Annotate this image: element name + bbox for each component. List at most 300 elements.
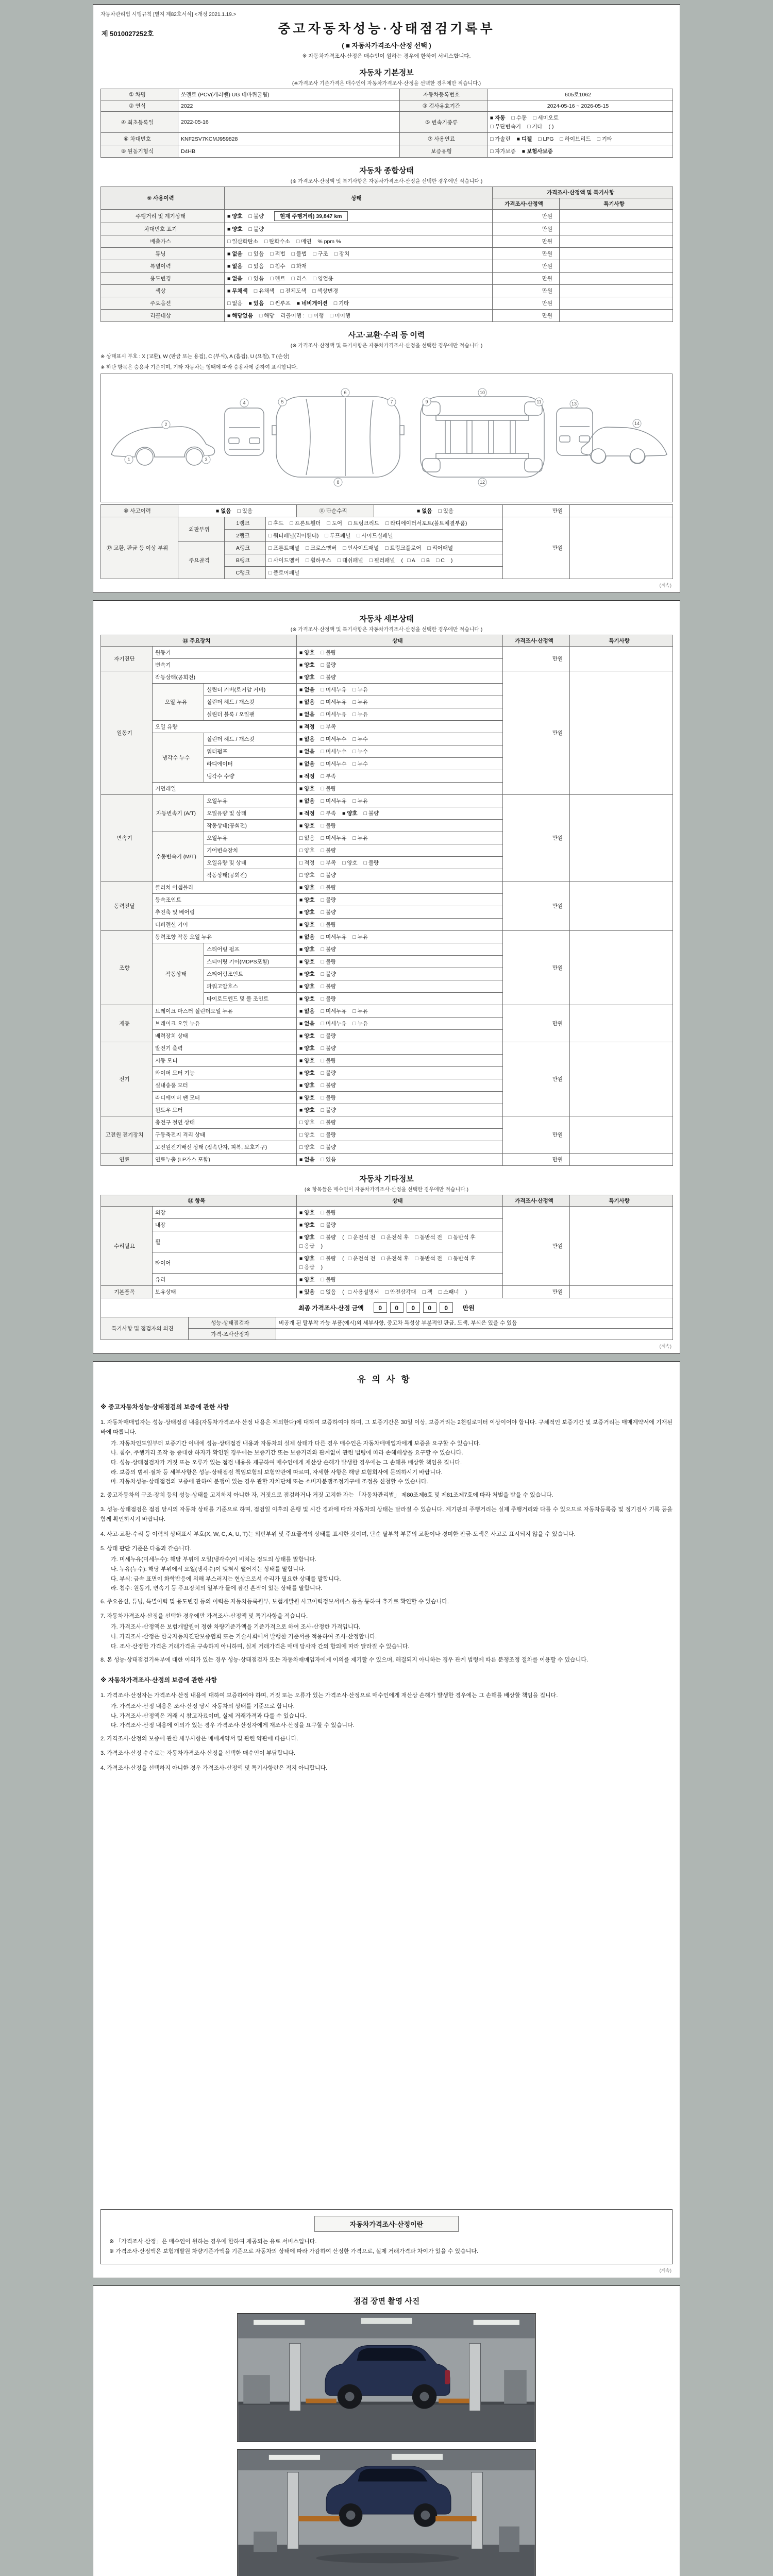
- cell: [493, 210, 560, 223]
- checkbox-있음[interactable]: □ 있음: [438, 508, 454, 514]
- checkbox-무단변속기[interactable]: □ 무단변속기: [490, 124, 521, 130]
- checkbox-누유[interactable]: □ 누유: [352, 835, 368, 841]
- checkbox-전체도색[interactable]: □ 전체도색: [280, 288, 307, 294]
- checkbox-탄화수소[interactable]: □ 탄화수소: [264, 239, 290, 245]
- notice-subitem: 가. 미세누유(미세누수): 해당 부위에 오일(냉각수)이 비치는 정도의 상태를 말합니다.: [111, 1556, 316, 1563]
- checkbox-인사이드패널[interactable]: □ 인사이드패널: [342, 545, 379, 551]
- checkbox-불량[interactable]: □ 불량: [321, 650, 337, 656]
- cell-text: 보증유형: [431, 148, 452, 155]
- cell: [266, 542, 503, 554]
- cell: [493, 223, 560, 235]
- checkbox-기타[interactable]: □ 기타: [333, 300, 349, 307]
- checkbox-불량[interactable]: □ 불량: [321, 946, 337, 953]
- checkbox-불량[interactable]: □ 불량: [321, 984, 337, 990]
- diagram-marker-5: [278, 398, 287, 406]
- overall-condition-table: [100, 187, 673, 322]
- checkbox-리스[interactable]: □ 리스: [291, 276, 307, 282]
- cell-text: 시동 모터: [155, 1058, 178, 1064]
- cell-text: 가격조사·산정액 및 특기사항: [546, 190, 615, 196]
- checkbox-없음[interactable]: □ 없음: [227, 300, 243, 307]
- cell: [204, 807, 297, 820]
- checkbox-없음[interactable]: ■ 없음: [299, 1008, 315, 1014]
- checkbox-부족[interactable]: □ 부족: [321, 810, 337, 817]
- checkbox-안전삼각대[interactable]: □ 안전삼각대: [385, 1289, 416, 1295]
- cell: [101, 187, 225, 210]
- cell: [101, 1042, 153, 1116]
- diagram-marker-1: [125, 455, 133, 464]
- checkbox-양호[interactable]: ■ 양호: [299, 662, 315, 668]
- cell: [493, 273, 560, 285]
- checkbox-없음[interactable]: ■ 없음: [416, 508, 432, 514]
- checkbox-미세누유[interactable]: □ 미세누유: [321, 711, 347, 718]
- checkbox-미세누유[interactable]: □ 미세누유: [321, 1008, 347, 1014]
- checkbox-응급[interactable]: □ 응급: [299, 1243, 315, 1249]
- checkbox-불량[interactable]: □ 불량: [321, 1070, 337, 1076]
- cell-text: 만원: [552, 903, 563, 909]
- cell: [266, 517, 503, 530]
- cell: [204, 820, 297, 832]
- price-definition-line: ※ 「가격조사·산정」은 매수인이 원하는 경우에 한하여 제공되는 유료 서비스입니다.: [109, 2238, 317, 2245]
- checkbox-부족[interactable]: □ 부족: [321, 724, 337, 730]
- checkbox-미세누유[interactable]: □ 미세누유: [321, 798, 347, 804]
- checkbox-불량[interactable]: □ 불량: [321, 872, 337, 878]
- cell: [560, 235, 673, 248]
- checkbox-있음[interactable]: □ 있음: [248, 251, 264, 257]
- checkbox-프론트패널[interactable]: □ 프론트패널: [268, 545, 299, 551]
- checkbox-없음[interactable]: ■ 없음: [299, 699, 315, 705]
- checkbox-운전석 전[interactable]: □ 운전석 전: [348, 1234, 376, 1241]
- checkbox-불량[interactable]: □ 불량: [321, 1082, 337, 1089]
- cell: [225, 187, 493, 210]
- checkbox-트렁크리드[interactable]: □ 트렁크리드: [348, 520, 380, 527]
- checkbox-적정[interactable]: ■ 적정: [299, 724, 315, 730]
- checkbox-루프패널[interactable]: □ 루프패널: [325, 533, 351, 539]
- checkbox-무채색[interactable]: ■ 무채색: [227, 288, 248, 294]
- checkbox-불법[interactable]: □ 불법: [291, 251, 307, 257]
- cell: [153, 931, 297, 943]
- section-title-detail: 자동차 세부상태: [359, 615, 414, 623]
- checkbox-미세누유[interactable]: □ 미세누유: [321, 1021, 347, 1027]
- checkbox-불량[interactable]: □ 불량: [321, 1277, 337, 1283]
- checkbox-운전석 전[interactable]: □ 운전석 전: [348, 1256, 376, 1262]
- checkbox-불량[interactable]: □ 불량: [321, 996, 337, 1002]
- cell: [503, 1154, 570, 1166]
- checkbox-양호[interactable]: □ 양호: [299, 848, 315, 854]
- checkbox-불량[interactable]: □ 불량: [321, 909, 337, 916]
- checkbox-없음[interactable]: ■ 없음: [299, 687, 315, 693]
- checkbox-적정[interactable]: ■ 적정: [299, 773, 315, 779]
- checkbox-트렁크플로어[interactable]: □ 트렁크플로어: [385, 545, 422, 551]
- checkbox-불량[interactable]: □ 불량: [248, 226, 264, 232]
- checkbox-양호[interactable]: ■ 양호: [299, 996, 315, 1002]
- checkbox-양호[interactable]: ■ 양호: [299, 1277, 315, 1283]
- notice-subitem: 다. 조사·산정한 가격은 거래가격을 구속하지 아니하며, 실제 거래가격은 매매 당사자 간의 합의에 따라 달라질 수 있습니다.: [111, 1643, 410, 1650]
- checkbox-썬루프[interactable]: □ 썬루프: [270, 300, 291, 307]
- checkbox-있음[interactable]: □ 있음: [237, 508, 253, 514]
- checkbox-양호[interactable]: ■ 양호: [299, 1256, 315, 1262]
- cell: [297, 708, 503, 721]
- cell-text: 상태: [392, 638, 403, 644]
- cell: [570, 1005, 673, 1042]
- checkbox-불량[interactable]: □ 불량: [363, 810, 379, 817]
- cell: [101, 647, 153, 671]
- checkbox-있음[interactable]: ■ 있음: [299, 1289, 315, 1295]
- checkbox-없음[interactable]: ■ 없음: [227, 276, 243, 282]
- cell: [204, 745, 297, 758]
- checkbox-미세누유[interactable]: □ 미세누유: [321, 835, 347, 841]
- checkbox-해당[interactable]: □ 해당: [259, 313, 275, 319]
- cell: [570, 505, 673, 517]
- checkbox-프론트휀더[interactable]: □ 프론트휀더: [290, 520, 321, 527]
- cell: [204, 980, 297, 993]
- checkbox-부족[interactable]: □ 부족: [321, 860, 337, 866]
- checkbox-침수[interactable]: □ 침수: [270, 263, 285, 269]
- cell: [153, 1207, 297, 1219]
- checkbox-불량[interactable]: □ 불량: [321, 1256, 337, 1262]
- checkbox-누수[interactable]: □ 누수: [352, 761, 368, 767]
- svg-text:7: 7: [390, 399, 393, 404]
- checkbox-누유[interactable]: □ 누유: [352, 798, 368, 804]
- checkbox-누수[interactable]: □ 누수: [352, 736, 368, 742]
- checkbox-없음[interactable]: ■ 없음: [299, 749, 315, 755]
- checkbox-누수[interactable]: □ 누수: [352, 749, 368, 755]
- checkbox-누유[interactable]: □ 누유: [352, 1008, 368, 1014]
- checkbox-불량[interactable]: □ 불량: [321, 1234, 337, 1241]
- checkbox-기타[interactable]: □ 기타: [597, 136, 613, 142]
- checkbox-사용설명서[interactable]: □ 사용설명서: [348, 1289, 379, 1295]
- price-definition-title: 자동차가격조사·산정이란: [314, 2216, 459, 2232]
- cell: [101, 100, 178, 112]
- section-note-basic: (※가격조사 기준가격은 매수인이 자동차가격조사·산정을 선택한 경우에만 적습니다.): [292, 81, 481, 87]
- checkbox-양호[interactable]: ■ 양호: [299, 1107, 315, 1113]
- checkbox-미이행[interactable]: □ 미이행: [330, 313, 351, 319]
- cell: [297, 733, 503, 745]
- checkbox-네비게이션[interactable]: ■ 네비게이션: [296, 300, 328, 307]
- cell: [400, 145, 488, 158]
- checkbox-누유[interactable]: □ 누유: [352, 711, 368, 718]
- checkbox-미세누수[interactable]: □ 미세누수: [321, 749, 347, 755]
- checkbox-세미오토[interactable]: □ 세미오토: [533, 115, 559, 121]
- cell: [153, 1141, 297, 1154]
- checkbox-디젤[interactable]: ■ 디젤: [516, 136, 532, 142]
- checkbox-불량[interactable]: □ 불량: [321, 971, 337, 977]
- checkbox-불량[interactable]: □ 불량: [363, 860, 379, 866]
- checkbox-없음[interactable]: ■ 없음: [227, 263, 243, 269]
- checkbox-미세누수[interactable]: □ 미세누수: [321, 761, 347, 767]
- checkbox-쿼터패널(리어휀더)[interactable]: □ 쿼터패널(리어휀더): [268, 533, 319, 539]
- checkbox-부족[interactable]: □ 부족: [321, 773, 337, 779]
- cell: [153, 1116, 297, 1129]
- cell: [503, 1005, 570, 1042]
- checkbox-누유[interactable]: □ 누유: [352, 699, 368, 705]
- checkbox-없음[interactable]: ■ 없음: [215, 508, 231, 514]
- cell: [297, 807, 503, 820]
- checkbox-하이브리드[interactable]: □ 하이브리드: [560, 136, 591, 142]
- checkbox-양호[interactable]: □ 양호: [299, 1144, 315, 1150]
- checkbox-스패너[interactable]: □ 스패너: [438, 1289, 459, 1295]
- checkbox-불량[interactable]: □ 불량: [321, 885, 337, 891]
- checkbox-양호[interactable]: ■ 양호: [299, 922, 315, 928]
- checkbox-응급[interactable]: □ 응급: [299, 1264, 315, 1270]
- checkbox-없음[interactable]: ■ 없음: [299, 711, 315, 718]
- section-title-overall: 자동차 종합상태: [359, 166, 414, 175]
- checkbox-양호[interactable]: □ 양호: [299, 1132, 315, 1138]
- checkbox-양호[interactable]: ■ 양호: [299, 786, 315, 792]
- cell: [570, 647, 673, 671]
- cell: [178, 517, 225, 542]
- section-head-basic: [100, 67, 673, 87]
- cell: [204, 708, 297, 721]
- checkbox-양호[interactable]: ■ 양호: [299, 1234, 315, 1241]
- notice-subitem: 나. 누유(누수): 해당 부위에서 오일(냉각수)이 맺혀서 떨어지는 상태를 말합니다.: [111, 1566, 306, 1572]
- checkbox-영업용[interactable]: □ 영업용: [313, 276, 333, 282]
- checkbox-불량[interactable]: □ 불량: [321, 922, 337, 928]
- checkbox-불량[interactable]: □ 불량: [248, 213, 264, 219]
- cell: [266, 554, 503, 567]
- checkbox-양호[interactable]: ■ 양호: [299, 984, 315, 990]
- checkbox-미세누유[interactable]: □ 미세누유: [321, 687, 347, 693]
- checkbox-불량[interactable]: □ 불량: [321, 1107, 337, 1113]
- checkbox-양호[interactable]: ■ 양호: [342, 810, 358, 817]
- checkbox-양호[interactable]: ■ 양호: [299, 1045, 315, 1052]
- checkbox-매연[interactable]: □ 매연: [296, 239, 312, 245]
- checkbox-휠하우스[interactable]: □ 휠하우스: [305, 557, 331, 564]
- cell-text: C랭크: [236, 570, 250, 576]
- car-underbody-outline: [421, 397, 544, 477]
- document-title: 중고자동차성능·상태점검기록부: [278, 22, 495, 36]
- checkbox-양호[interactable]: ■ 양호: [299, 946, 315, 953]
- cell: [101, 210, 225, 223]
- checkbox-적정[interactable]: □ 적정: [299, 860, 315, 866]
- checkbox-미세누수[interactable]: □ 미세누수: [321, 736, 347, 742]
- checkbox-동반석 전[interactable]: □ 동반석 전: [415, 1256, 442, 1262]
- checkbox-A[interactable]: □ A: [407, 557, 415, 564]
- checkbox-있음[interactable]: □ 있음: [321, 1157, 337, 1163]
- cell-text: 추진축 및 베어링: [155, 909, 195, 916]
- checkbox-있음[interactable]: ■ 있음: [248, 300, 264, 307]
- checkbox-불량[interactable]: □ 불량: [321, 786, 337, 792]
- checkbox-운전석 후[interactable]: □ 운전석 후: [381, 1234, 409, 1241]
- checkbox-양호[interactable]: ■ 양호: [299, 1033, 315, 1039]
- cell-text: 주요골격: [189, 557, 210, 564]
- car-rear-outline: [557, 408, 593, 455]
- checkbox-양호[interactable]: ■ 양호: [227, 213, 243, 219]
- checkbox-불량[interactable]: □ 불량: [321, 1045, 337, 1052]
- notice-item: 7. 자동차가격조사·산정을 선택한 경우에만 가격조사·산정액 및 특기사항을 적습니다.: [100, 1613, 308, 1620]
- cell: [225, 310, 493, 322]
- etc-info-table: [100, 1195, 673, 1298]
- checkbox-양호[interactable]: ■ 양호: [299, 909, 315, 916]
- cell-text: (: [401, 557, 404, 564]
- checkbox-양호[interactable]: ■ 양호: [299, 650, 315, 656]
- checkbox-미세누유[interactable]: □ 미세누유: [321, 699, 347, 705]
- cell-text: 고전원 전기장치: [105, 1132, 144, 1138]
- checkbox-양호[interactable]: □ 양호: [299, 1120, 315, 1126]
- checkbox-운전석 후[interactable]: □ 운전석 후: [381, 1256, 409, 1262]
- checkbox-없음[interactable]: ■ 없음: [299, 1157, 315, 1163]
- checkbox-보험사보증[interactable]: ■ 보험사보증: [522, 148, 553, 155]
- checkbox-수동[interactable]: □ 수동: [511, 115, 527, 121]
- cell: [560, 248, 673, 260]
- notice-subitem: 나. 가격조사·산정은 한국자동차진단보증협회 또는 기술사회에서 발행한 기준서를 적용하여 조사·산정합니다.: [111, 1634, 377, 1640]
- checkbox-있음[interactable]: □ 있음: [248, 276, 264, 282]
- checkbox-불량[interactable]: □ 불량: [321, 674, 337, 681]
- checkbox-없음[interactable]: □ 없음: [321, 1289, 337, 1295]
- checkbox-화재[interactable]: □ 화재: [291, 263, 307, 269]
- checkbox-없음[interactable]: ■ 없음: [299, 934, 315, 940]
- checkbox-리어패널[interactable]: □ 리어패널: [427, 545, 453, 551]
- checkbox-없음[interactable]: ■ 없음: [299, 736, 315, 742]
- checkbox-자동[interactable]: ■ 자동: [490, 115, 506, 121]
- svg-text:1: 1: [127, 457, 130, 462]
- checkbox-양호[interactable]: ■ 양호: [299, 1222, 315, 1228]
- checkbox-LPG[interactable]: □ LPG: [538, 136, 554, 142]
- checkbox-양호[interactable]: ■ 양호: [299, 885, 315, 891]
- checkbox-양호[interactable]: ■ 양호: [299, 1210, 315, 1216]
- cell-text: 동력전달: [114, 903, 135, 909]
- document-number: 제 5010027252호: [102, 30, 154, 38]
- checkbox-C[interactable]: □ C: [435, 557, 445, 564]
- cell-text: 가격조사·산정액: [505, 201, 543, 207]
- cell: [225, 285, 493, 297]
- cell-text: 만원: [552, 656, 563, 662]
- checkbox-없음[interactable]: ■ 없음: [299, 798, 315, 804]
- checkbox-양호[interactable]: ■ 양호: [227, 226, 243, 232]
- checkbox-색상변경[interactable]: □ 색상변경: [312, 288, 339, 294]
- checkbox-일산화탄소[interactable]: □ 일산화탄소: [227, 239, 258, 245]
- checkbox-양호[interactable]: ■ 양호: [299, 971, 315, 977]
- checkbox-기타[interactable]: □ 기타: [527, 124, 543, 130]
- checkbox-불량[interactable]: □ 불량: [321, 662, 337, 668]
- checkbox-불량[interactable]: □ 불량: [321, 1058, 337, 1064]
- checkbox-양호[interactable]: ■ 양호: [299, 1058, 315, 1064]
- checkbox-양호[interactable]: ■ 양호: [299, 1070, 315, 1076]
- checkbox-사이드실패널[interactable]: □ 사이드실패널: [357, 533, 393, 539]
- cell: [560, 273, 673, 285]
- checkbox-없음[interactable]: □ 없음: [299, 835, 315, 841]
- cell-text: 만원: [552, 835, 563, 841]
- cell-text: 특기사항: [603, 201, 625, 207]
- checkbox-자가보증[interactable]: □ 자가보증: [490, 148, 516, 155]
- checkbox-라디에이터서포트(볼트체결부품)[interactable]: □ 라디에이터서포트(볼트체결부품): [385, 520, 467, 527]
- checkbox-양호[interactable]: ■ 양호: [299, 897, 315, 903]
- cell: [493, 248, 560, 260]
- cell: [101, 310, 225, 322]
- checkbox-불량[interactable]: □ 불량: [321, 848, 337, 854]
- checkbox-구조[interactable]: □ 구조: [313, 251, 328, 257]
- cell: [266, 567, 503, 579]
- checkbox-잭[interactable]: □ 잭: [422, 1289, 432, 1295]
- cell-text: 변속기: [116, 835, 132, 841]
- cell-text: 튜닝: [155, 251, 166, 257]
- checkbox-미세누유[interactable]: □ 미세누유: [321, 934, 347, 940]
- checkbox-양호[interactable]: ■ 양호: [299, 1095, 315, 1101]
- checkbox-불량[interactable]: □ 불량: [321, 1222, 337, 1228]
- checkbox-사이드멤버[interactable]: □ 사이드멤버: [268, 557, 299, 564]
- notice-subitem: 나. 침수, 주행거리 조작 등 중대한 하자가 확인된 경우에는 보증기간 또는 보증거리와 관계없이 관련 법령에 따라 손해배상을 요구할 수 있습니다.: [111, 1450, 463, 1456]
- checkbox-불량[interactable]: □ 불량: [321, 1144, 337, 1150]
- checkbox-렌트[interactable]: □ 렌트: [270, 276, 285, 282]
- cell-text: 와이퍼 모터 기능: [155, 1070, 195, 1076]
- checkbox-적정[interactable]: ■ 적정: [299, 810, 315, 817]
- checkbox-플로어패널[interactable]: □ 플로어패널: [268, 570, 299, 576]
- checkbox-B[interactable]: □ B: [421, 557, 430, 564]
- checkbox-불량[interactable]: □ 불량: [321, 1033, 337, 1039]
- checkbox-적법[interactable]: □ 적법: [270, 251, 285, 257]
- checkbox-없음[interactable]: ■ 없음: [299, 761, 315, 767]
- cell: [560, 198, 673, 210]
- checkbox-불량[interactable]: □ 불량: [321, 1132, 337, 1138]
- section-note-detail: (※ 가격조사·산정액 및 특기사항은 자동차가격조사·산정을 선택한 경우에만 적습니다.): [290, 627, 483, 633]
- cell: [153, 1042, 297, 1055]
- checkbox-양호[interactable]: ■ 양호: [299, 674, 315, 681]
- cell: [297, 1055, 503, 1067]
- cell: [225, 248, 493, 260]
- cell-text: ): [321, 1243, 323, 1249]
- checkbox-동반석 후[interactable]: □ 동반석 후: [448, 1234, 476, 1241]
- checkbox-누유[interactable]: □ 누유: [352, 1021, 368, 1027]
- checkbox-후드[interactable]: □ 후드: [268, 520, 284, 527]
- cell-text: 2024-05-16 ~ 2026-05-15: [547, 103, 609, 109]
- checkbox-장치[interactable]: □ 장치: [334, 251, 350, 257]
- checkbox-불량[interactable]: □ 불량: [321, 897, 337, 903]
- checkbox-도어[interactable]: □ 도어: [327, 520, 343, 527]
- checkbox-동반석 전[interactable]: □ 동반석 전: [415, 1234, 442, 1241]
- cell: [570, 931, 673, 1005]
- svg-text:8: 8: [337, 480, 340, 485]
- cell: [560, 260, 673, 273]
- checkbox-양호[interactable]: ■ 양호: [299, 959, 315, 965]
- checkbox-없음[interactable]: ■ 없음: [227, 251, 243, 257]
- checkbox-동반석 후[interactable]: □ 동반석 후: [448, 1256, 476, 1262]
- value-warranty-type: [488, 145, 673, 158]
- checkbox-유채색[interactable]: □ 유채색: [254, 288, 275, 294]
- checkbox-불량[interactable]: □ 불량: [321, 959, 337, 965]
- cell-text: % ppm %: [317, 239, 341, 245]
- checkbox-필러패널[interactable]: □ 필러패널: [369, 557, 395, 564]
- checkbox-양호[interactable]: □ 양호: [342, 860, 358, 866]
- cell: [153, 943, 204, 1005]
- checkbox-불량[interactable]: □ 불량: [321, 1120, 337, 1126]
- checkbox-불량[interactable]: □ 불량: [321, 823, 337, 829]
- checkbox-대쉬패널[interactable]: □ 대쉬패널: [337, 557, 363, 564]
- checkbox-양호[interactable]: ■ 양호: [299, 1082, 315, 1089]
- checkbox-불량[interactable]: □ 불량: [321, 1210, 337, 1216]
- diagram-marker-9: [423, 398, 431, 406]
- cell: [153, 795, 204, 832]
- checkbox-가솔린[interactable]: □ 가솔린: [490, 136, 511, 142]
- cell-text: 2022-05-16: [181, 119, 209, 125]
- checkbox-크로스멤버[interactable]: □ 크로스멤버: [305, 545, 337, 551]
- checkbox-양호[interactable]: ■ 양호: [299, 823, 315, 829]
- checkbox-없음[interactable]: ■ 없음: [299, 1021, 315, 1027]
- cell-text: 보유상태: [155, 1289, 176, 1295]
- checkbox-있음[interactable]: □ 있음: [248, 263, 264, 269]
- checkbox-이행[interactable]: □ 이행: [308, 313, 324, 319]
- cell: [204, 993, 297, 1005]
- cell-text: 제동: [119, 1021, 130, 1027]
- notice-item: 3. 가격조사·산정 수수료는 자동차가격조사·산정을 선택한 매수인이 부담합니다.: [100, 1750, 295, 1757]
- checkbox-불량[interactable]: □ 불량: [321, 1095, 337, 1101]
- cell: [297, 956, 503, 968]
- checkbox-해당없음[interactable]: ■ 해당없음: [227, 313, 253, 319]
- cell-text: 구동축전지 격리 상태: [155, 1132, 206, 1138]
- cell: [204, 956, 297, 968]
- cell-text: 만원: [542, 288, 552, 294]
- checkbox-누유[interactable]: □ 누유: [352, 687, 368, 693]
- checkbox-누유[interactable]: □ 누유: [352, 934, 368, 940]
- checkbox-양호[interactable]: □ 양호: [299, 872, 315, 878]
